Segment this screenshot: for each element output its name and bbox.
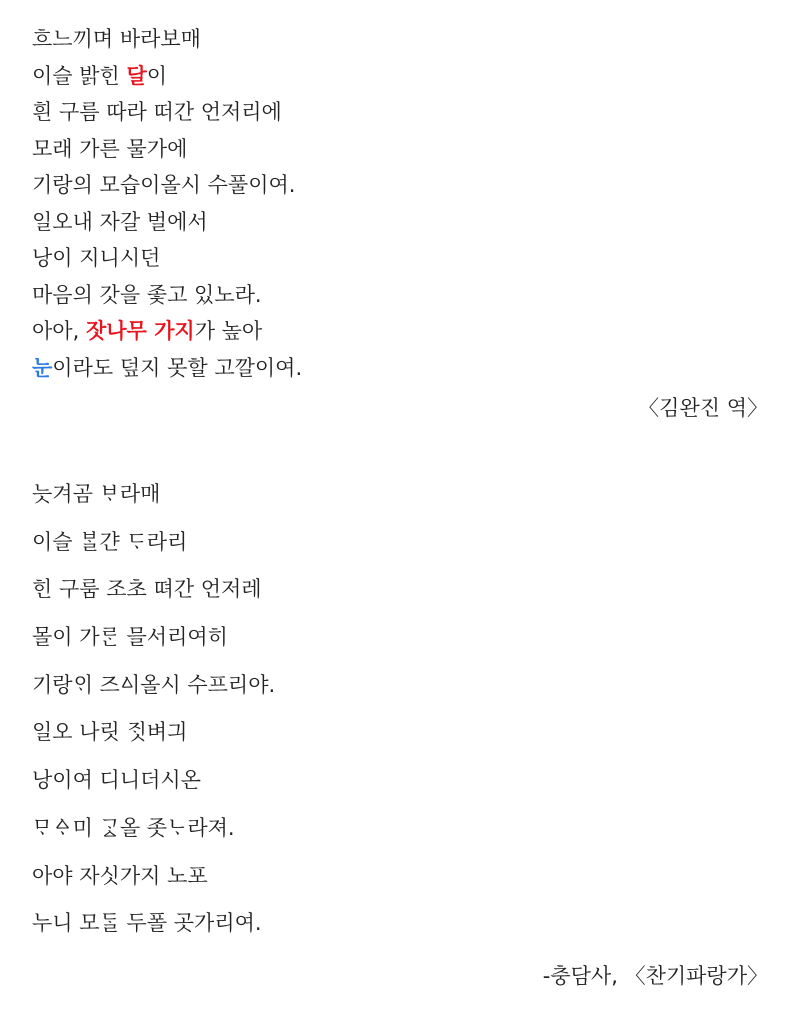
poem-line: 몰이 가ᄅᆞᆫ 믈서리여히 [32,625,228,650]
poem-line: 이슬 ᄇᆞᆯ갼 ᄃᆞ라리 [32,529,188,554]
poem-line [32,313,768,350]
author-attribution: -충담사, 〈찬기파랑가〉 [542,963,768,988]
poem-line: 마음의 갓을 좇고 있노라. [32,282,262,307]
poem-line: 기랑ᄋᆡ 즈ᅀᅵ올시 수프리야. [32,672,276,697]
poem-line: 힌 구룸 조초 뗘간 언저레 [32,577,262,602]
poem-line: 흰 구름 따라 떠간 언저리에 [32,100,282,124]
translator-credit: 〈김완진 역〉 [638,396,768,420]
poem-line: 일오내 자갈 벌에서 [32,209,208,234]
poem-line: 낭이 지니시던 [32,246,161,270]
poem-line: 늣겨곰 ᄇᆞ라매 [32,482,161,506]
poem-line [32,58,768,95]
highlight-pine-branch: 잣나무 가지 [85,319,195,343]
highlight-snow: 눈 [32,355,53,380]
poem-line: 누니 모ᄃᆞᆯ 두폴 곳가리여. [32,911,262,936]
poem-line-text: 가 높아 [194,319,263,343]
poem-line: 기랑의 모습이올시 수풀이여. [32,173,296,197]
poem-line: 낭이여 디니더시온 [32,768,201,793]
original-text-poem [32,471,768,996]
poem-line: 모래 가른 물가에 [32,136,188,161]
poem-line-text: 이라도 덮지 못할 고깔이여. [52,355,303,380]
poem-line: 아야 자싯가지 노포 [32,863,208,888]
highlight-moon: 달 [126,63,147,88]
poem-line-text: 아아, [32,319,86,343]
poem-line: 일오 나릿 ᄌᆡᆺ벼긔 [32,720,188,745]
poem-line-text: 이 [146,63,168,88]
poem-line [32,350,768,387]
poem-line: 흐느끼며 바라보매 [32,27,201,51]
modern-translation-poem [32,21,768,428]
poem-line: ᄆᆞᅀᆞ미 ᄀᆞᇫ올 좃ᄂᆞ라져. [32,815,235,840]
poem-line-text: 이슬 밝힌 [32,63,127,88]
